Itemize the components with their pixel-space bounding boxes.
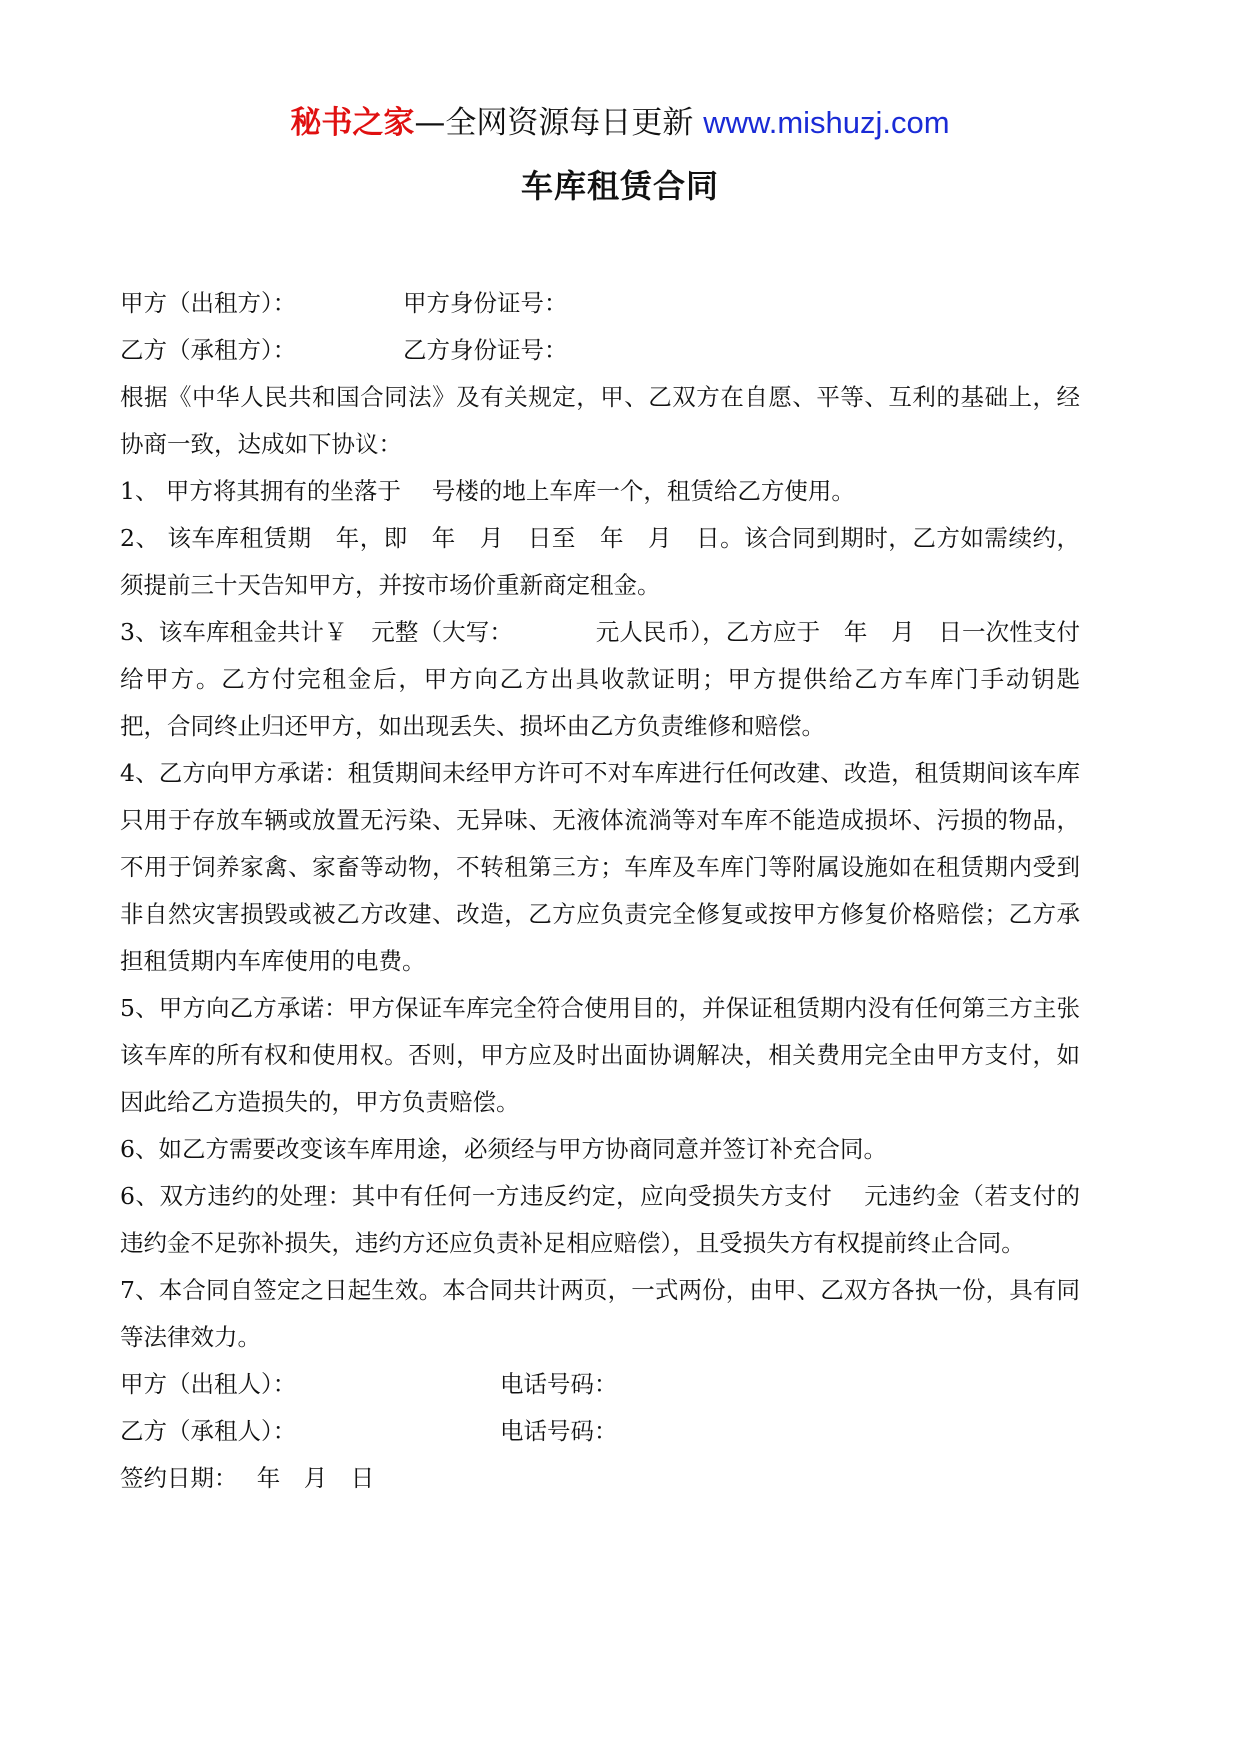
contract-body [120,280,1104,1502]
signature-party-b-row [120,1408,1080,1455]
brand-name: 秘书之家 [290,105,415,141]
signature-party-a-phone-label: 电话号码： [500,1370,618,1398]
party-a-label: 甲方（出租方）： [120,289,297,317]
signing-date-label: 签约日期： 年 月 日 [120,1464,375,1492]
clause-7: 7、本合同自签定之日起生效。本合同共计两页，一式两份，由甲、乙双方各执一份，具有同等法律效力。 [120,1276,1080,1351]
party-a-id-label: 甲方身份证号： [403,289,568,317]
banner-slogan: —全网资源每日更新 [414,105,694,141]
clause-3: 3、该车库租金共计￥ 元整（大写： 元人民币），乙方应于 年 月 日一次性支付给甲方。乙方付完租金后，甲方向乙方出具收款证明；甲方提供给乙方车库门手动钥匙 把，合同终止归还甲方，如出现丢失、损坏由乙方负责维修和赔偿。 [120,618,1104,740]
signature-party-b-phone-label: 电话号码： [500,1417,618,1445]
clause-1: 1、 甲方将其拥有的坐落于 号楼的地上车库一个，租赁给乙方使用。 [120,477,855,505]
signature-party-a-row [120,1361,1080,1408]
signature-party-b-label: 乙方（承租人）： [120,1417,297,1445]
clause-6a: 6、如乙方需要改变该车库用途，必须经与甲方协商同意并签订补充合同。 [120,1135,887,1163]
banner-url-link[interactable]: www.mishuzj.com [703,105,950,140]
signature-party-a-label: 甲方（出租人）： [120,1370,297,1398]
page-title: 车库租赁合同 [520,167,719,205]
signing-date-row [120,1455,1080,1502]
party-b-label: 乙方（承租方）： [120,336,297,364]
party-a-row [120,280,1080,327]
site-banner [0,103,1240,143]
clause-4: 4、乙方向甲方承诺：租赁期间未经甲方许可不对车库进行任何改建、改造，租赁期间该车库只用于存放车辆或放置无污染、无异味、无液体流淌等对车库不能造成损坏、污损的物品，不用于饲养家禽、家畜等动物，不转租第三方；车库及车库门等附属设施如在租赁期内受到非自然灾害损毁或被乙方改建、改造，乙方应负责完全修复或按甲方修复价格赔偿；乙方承担租赁期内车库使用的电费。 [120,759,1080,975]
clause-5: 5、甲方向乙方承诺：甲方保证车库完全符合使用目的，并保证租赁期内没有任何第三方主张该车库的所有权和使用权。否则，甲方应及时出面协调解决，相关费用完全由甲方支付，如因此给乙方造损失的，甲方负责赔偿。 [120,994,1080,1116]
party-b-row [120,327,1080,374]
party-b-id-label: 乙方身份证号： [403,336,568,364]
clause-2: 2、 该车库租赁期 年，即 年 月 日至 年 月 日。该合同到期时，乙方如需续约，须提前三十天告知甲方，并按市场价重新商定租金。 [120,524,1080,599]
clause-6b: 6、双方违约的处理：其中有任何一方违反约定，应向受损失方支付 元违约金（若支付的违约金不足弥补损失，违约方还应负责补足相应赔偿），且受损失方有权提前终止合同。 [120,1182,1080,1257]
preamble-paragraph: 根据《中华人民共和国合同法》及有关规定，甲、乙双方在自愿、平等、互利的基础上，经协商一致，达成如下协议： [120,383,1080,458]
